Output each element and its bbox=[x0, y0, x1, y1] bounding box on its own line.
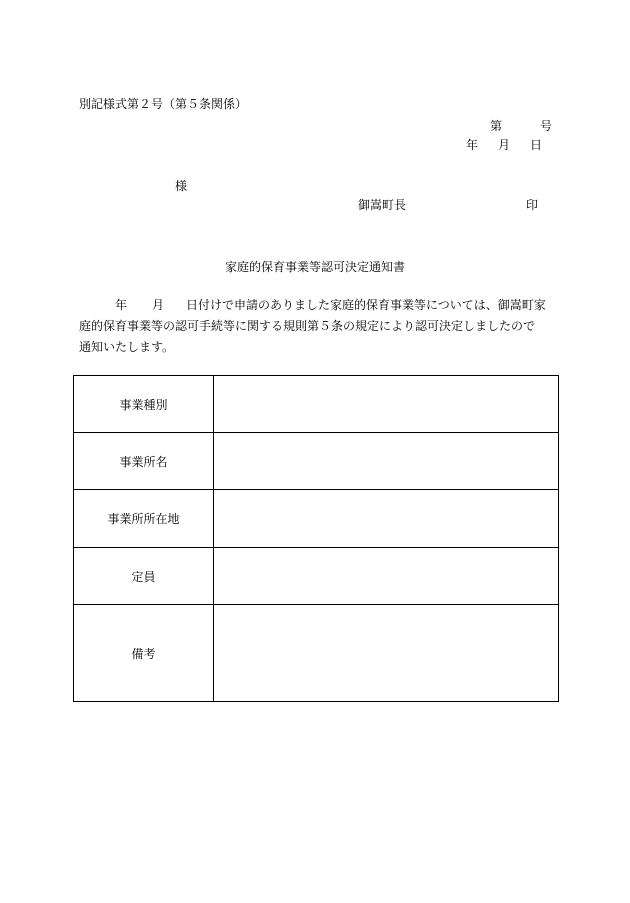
document-title: 家庭的保育事業等認可決定通知書 bbox=[224, 260, 405, 274]
row-label-capacity: 定員 bbox=[74, 548, 214, 605]
body-text bbox=[79, 295, 549, 358]
table-row bbox=[74, 490, 559, 548]
body-year: 年 bbox=[115, 298, 128, 312]
date-month: 月 bbox=[498, 138, 511, 152]
row-label-business-type: 事業種別 bbox=[74, 376, 214, 433]
number-prefix: 第 bbox=[490, 119, 503, 133]
body-month: 月 bbox=[152, 298, 165, 312]
row-value-business-type bbox=[214, 376, 559, 433]
table-row bbox=[74, 605, 559, 702]
row-value-facility-name bbox=[214, 433, 559, 490]
table-row bbox=[74, 548, 559, 605]
date-year: 年 bbox=[466, 138, 479, 152]
row-value-facility-address bbox=[214, 490, 559, 548]
table-row bbox=[74, 376, 559, 433]
date-line bbox=[466, 137, 542, 153]
row-value-capacity bbox=[214, 548, 559, 605]
body-line-2: 庭的保育事業等の認可手続等に関する規則第５条の規定により認可決定しましたので bbox=[79, 319, 536, 333]
number-suffix: 号 bbox=[540, 119, 553, 133]
row-label-facility-name: 事業所名 bbox=[74, 433, 214, 490]
row-label-remarks: 備考 bbox=[74, 605, 214, 702]
document-number-line bbox=[490, 118, 552, 134]
body-line-3: 通知いたします。 bbox=[79, 340, 175, 354]
form-label: 別記様式第２号（第５条関係） bbox=[79, 97, 248, 111]
body-line-1 bbox=[79, 295, 549, 316]
date-day: 日 bbox=[530, 138, 543, 152]
row-value-remarks bbox=[214, 605, 559, 702]
body-line-1-rest: 日付けで申請のありました家庭的保育事業等については、御嵩町家 bbox=[186, 298, 546, 312]
row-label-facility-address: 事業所所在地 bbox=[74, 490, 214, 548]
table-row bbox=[74, 433, 559, 490]
seal-mark: 印 bbox=[526, 198, 539, 212]
addressee-honorific: 様 bbox=[175, 179, 188, 193]
issuer-name: 御嵩町長 bbox=[358, 198, 407, 212]
info-table bbox=[73, 375, 559, 702]
